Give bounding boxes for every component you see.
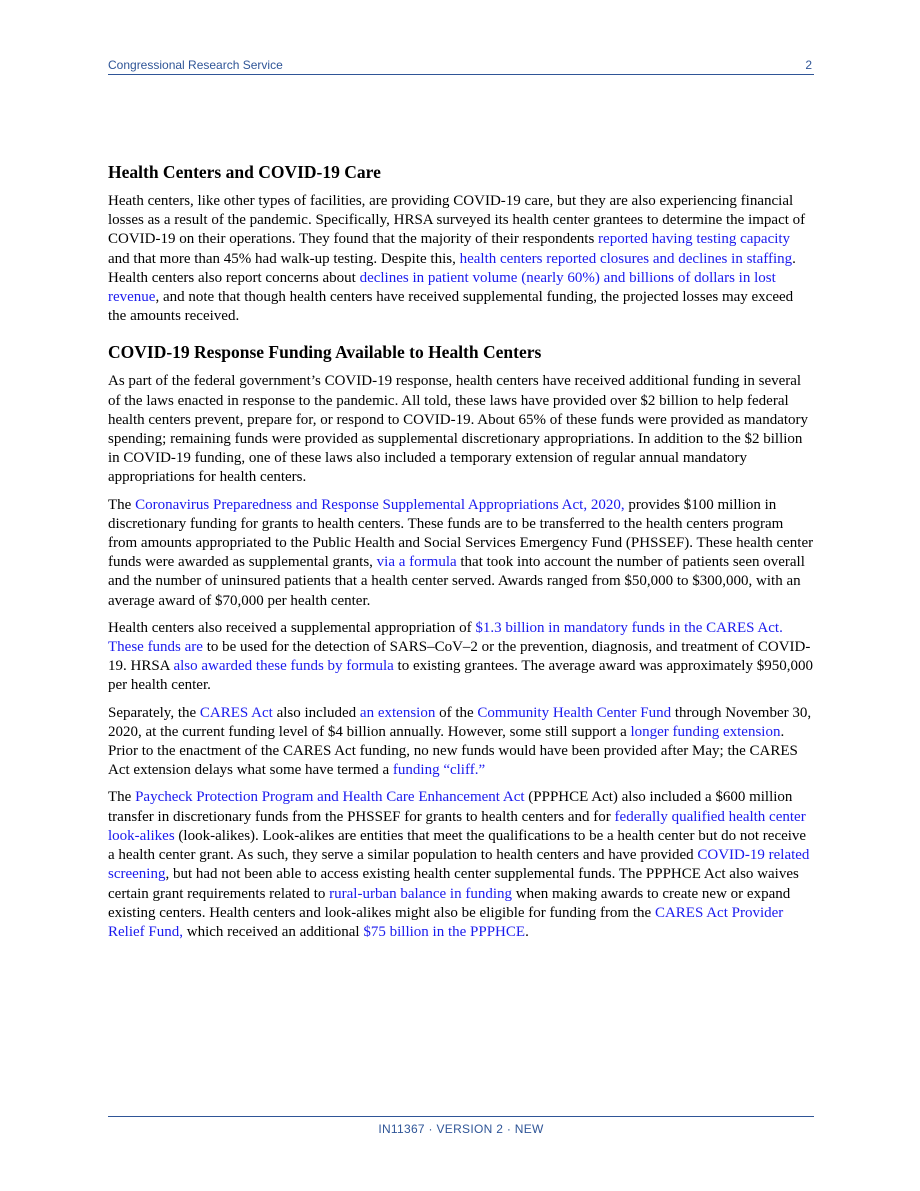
paragraph	[108, 704, 814, 781]
section-heading-funding: COVID-19 Response Funding Available to Health Centers	[108, 342, 542, 363]
text: to be used for the detection of SARS–CoV–2 or the prevention, diagnosis, and treatment of COVID-19. HRSA	[108, 639, 811, 675]
text: to existing grantees. The average award was approximately $950,000 per health center.	[108, 658, 813, 694]
link-awarded-by-formula[interactable]: also awarded these funds by formula	[173, 658, 394, 675]
link-provider-relief-fund[interactable]: CARES Act Provider Relief Fund,	[108, 904, 784, 940]
link-ppphce-act[interactable]: Paycheck Protection Program and Health Care Enhancement Act	[135, 789, 525, 806]
paragraph	[108, 496, 814, 611]
text: (PPPHCE Act) also included a $600 million transfer in discretionary funds from the PHSSEF for grants to health centers and for	[108, 789, 793, 825]
paragraph	[108, 619, 814, 696]
text: which received an additional	[183, 923, 364, 940]
link-funding-cliff[interactable]: funding “cliff.”	[392, 762, 486, 779]
link-an-extension[interactable]: an extension	[359, 704, 436, 721]
text: , but had not been able to access existing health center supplemental funds. The PPPHCE Act also waives certain grant requirements related to	[108, 866, 799, 902]
section-heading-health-centers: Health Centers and COVID-19 Care	[108, 162, 381, 182]
text: of the	[435, 704, 478, 721]
link-chc-fund[interactable]: Community Health Center Fund	[477, 704, 672, 721]
text: (look-alikes). Look-alikes are entities that meet the qualifications to be a health center but do not receive a health center grant. As such, they serve a similar population to health centers and have provided	[108, 827, 807, 864]
text: The	[108, 496, 136, 513]
text: . Prior to the enactment of the CARES Act funding, no new funds would have been provided after May; the CARES Act extension delays what some have termed a	[108, 723, 798, 779]
text: that took into account the number of patients seen overall and the number of uninsured patients that a health center served. Awards ranged from $50,000 to $300,000, with an average award of $70,000 per health center.	[108, 554, 805, 609]
text: through November 30, 2020, at the current funding level of $4 billion annually. However, some still support a	[108, 704, 812, 740]
text: Separately, the	[108, 704, 200, 721]
link-covid-screening[interactable]: COVID-19 related screening	[108, 847, 810, 883]
text: when making awards to create new or expand existing centers. Health centers and look-alikes might also be eligible for funding from the	[108, 885, 791, 921]
page-header	[108, 58, 814, 75]
paragraph	[108, 788, 814, 942]
text: Heath centers, like other types of facilities, are providing COVID-19 care, but they are also experiencing financial losses as a result of the pandemic. Specifically, HRSA surveyed its health center grantees to determine the impact of COVID-19 on their operations. They found that the majority of their respondents	[108, 193, 806, 248]
link-closures-staffing[interactable]: health centers reported closures and declines in staffing	[459, 250, 793, 267]
link-mandatory-funds[interactable]: $1.3 billion in mandatory funds in the CARES Act. These funds are	[108, 619, 783, 656]
paragraph: As part of the federal government’s COVID-19 response, health centers have received additional funding in several of the laws enacted in response to the pandemic. All told, these laws have provided over $2 billion to help federal health centers prevent, prepare for, or respond to COVID-19. About 65% of these funds were provided as mandatory spending; remaining funds were provided as supplemental discretionary appropriations. In addition to the $2 billion in COVID-19 funding, one of these laws also included a temporary extension of regular annual mandatory appropriations for health centers.	[108, 373, 809, 486]
link-longer-extension[interactable]: longer funding extension	[630, 723, 781, 740]
text: Health centers also received a supplemental appropriation of	[108, 619, 476, 636]
text: , and note that though health centers have received supplemental funding, the projected losses may exceed the amounts received.	[108, 289, 794, 325]
text: provides $100 million in discretionary funding for grants to health centers. These funds are to be transferred to the health centers program from amounts appropriated to the Public Health and Social Services Emergency Fund (PHSSEF). These health center funds were awarded as supplemental grants,	[108, 496, 814, 571]
link-cares-act[interactable]: CARES Act	[199, 704, 273, 721]
link-look-alikes[interactable]: federally qualified health center look-alikes	[108, 808, 806, 844]
text: .	[525, 923, 529, 940]
report-id: IN11367 · VERSION 2 · NEW	[378, 1122, 544, 1136]
link-testing-capacity[interactable]: reported having testing capacity	[598, 231, 791, 248]
link-coronavirus-act[interactable]: Coronavirus Preparedness and Response Supplemental Appropriations Act, 2020,	[135, 496, 625, 513]
header-org: Congressional Research Service	[108, 58, 283, 72]
main-content	[108, 160, 814, 950]
page-footer	[108, 1116, 814, 1136]
link-75-billion[interactable]: $75 billion in the PPPHCE	[363, 923, 526, 940]
text: The	[108, 789, 136, 806]
link-via-formula[interactable]: via a formula	[376, 554, 457, 571]
text: and that more than 45% had walk-up testing. Despite this,	[108, 250, 460, 267]
text: also included	[272, 704, 360, 721]
text: . Health centers also report concerns about	[108, 250, 796, 286]
link-declines-patient-volume[interactable]: declines in patient volume (nearly 60%) and billions of dollars in lost revenue	[108, 269, 776, 306]
link-rural-urban[interactable]: rural-urban balance in funding	[329, 885, 512, 902]
paragraph	[108, 192, 814, 326]
page-number: 2	[805, 58, 812, 72]
